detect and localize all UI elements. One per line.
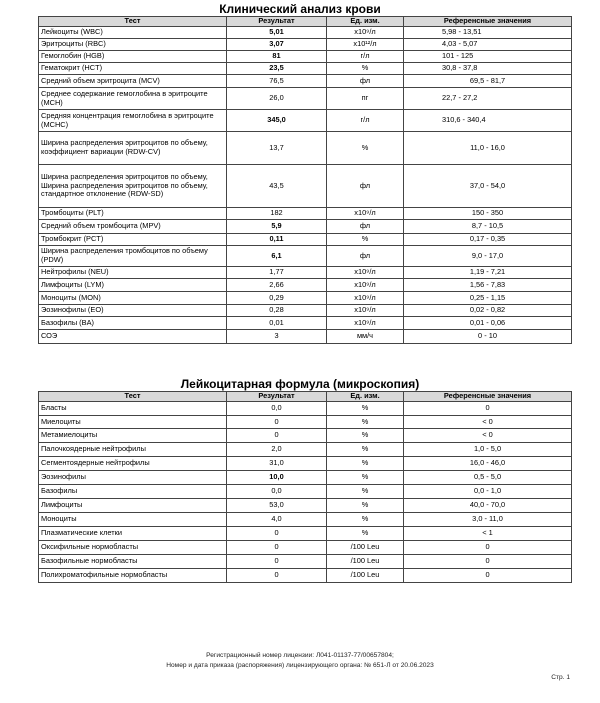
table-row xyxy=(39,132,572,165)
result-cell: 0,01 xyxy=(227,317,327,330)
header-unit: Ед. изм. xyxy=(327,17,404,27)
reference-cell: 310,6 - 340,4 xyxy=(404,110,572,132)
reference-cell: 11,0 - 16,0 xyxy=(404,132,572,165)
unit-cell: % xyxy=(327,402,404,416)
unit-cell: пг xyxy=(327,88,404,110)
test-cell: Бласты xyxy=(39,402,227,416)
table-row xyxy=(39,27,572,39)
unit-cell: x10⁹/л xyxy=(327,317,404,330)
reference-cell: 16,0 - 46,0 xyxy=(404,457,572,471)
table-row xyxy=(39,51,572,63)
reference-cell: < 0 xyxy=(404,429,572,443)
table-row xyxy=(39,208,572,220)
reference-cell: 0,25 - 1,15 xyxy=(404,292,572,305)
reference-cell: 0,0 - 1,0 xyxy=(404,485,572,499)
unit-cell: x10⁹/л xyxy=(327,208,404,220)
test-cell: Базофильные нормобласты xyxy=(39,555,227,569)
result-cell: 26,0 xyxy=(227,88,327,110)
test-cell: Метамиелоциты xyxy=(39,429,227,443)
reference-cell: 0,01 - 0,06 xyxy=(404,317,572,330)
reference-cell: 1,0 - 5,0 xyxy=(404,443,572,457)
unit-cell: x10⁹/л xyxy=(327,267,404,279)
test-cell: Палочкоядерные нейтрофилы xyxy=(39,443,227,457)
table-row xyxy=(39,234,572,246)
result-cell: 53,0 xyxy=(227,499,327,513)
unit-cell: % xyxy=(327,429,404,443)
header-result: Результат xyxy=(227,17,327,27)
reference-cell: 0,17 - 0,35 xyxy=(404,234,572,246)
table-row xyxy=(39,485,572,499)
table-row xyxy=(39,443,572,457)
result-cell: 5,9 xyxy=(227,220,327,234)
result-cell: 23,5 xyxy=(227,63,327,75)
result-cell: 2,0 xyxy=(227,443,327,457)
table-row xyxy=(39,165,572,208)
table-row xyxy=(39,267,572,279)
reference-cell: 1,19 - 7,21 xyxy=(404,267,572,279)
result-cell: 4,0 xyxy=(227,513,327,527)
table-row xyxy=(39,39,572,51)
result-cell: 0 xyxy=(227,527,327,541)
header-unit: Ед. изм. xyxy=(327,392,404,402)
unit-cell: фл xyxy=(327,165,404,208)
test-cell: Ширина распределения эритроцитов по объему, коэффициент вариации (RDW-CV) xyxy=(39,132,227,165)
result-cell: 43,5 xyxy=(227,165,327,208)
header-test: Тест xyxy=(39,17,227,27)
reference-cell: < 1 xyxy=(404,527,572,541)
test-cell: Оксифильные нормобласты xyxy=(39,541,227,555)
result-cell: 76,5 xyxy=(227,75,327,88)
result-cell: 0,0 xyxy=(227,485,327,499)
reference-cell: 0,5 - 5,0 xyxy=(404,471,572,485)
header-result: Результат xyxy=(227,392,327,402)
unit-cell: % xyxy=(327,457,404,471)
unit-cell: фл xyxy=(327,246,404,267)
table-row xyxy=(39,513,572,527)
result-cell: 0 xyxy=(227,541,327,555)
reference-cell: 22,7 - 27,2 xyxy=(404,88,572,110)
table-row xyxy=(39,330,572,344)
unit-cell: фл xyxy=(327,75,404,88)
unit-cell: % xyxy=(327,234,404,246)
unit-cell: мм/ч xyxy=(327,330,404,344)
formula-header-row xyxy=(39,392,572,402)
test-cell: Среднее содержание гемоглобина в эритроците (MCH) xyxy=(39,88,227,110)
table-row xyxy=(39,471,572,485)
test-cell: Эозинофилы (EO) xyxy=(39,305,227,317)
unit-cell: г/л xyxy=(327,110,404,132)
result-cell: 0 xyxy=(227,416,327,429)
table-row xyxy=(39,246,572,267)
table-row xyxy=(39,569,572,583)
unit-cell: % xyxy=(327,499,404,513)
test-cell: Базофилы xyxy=(39,485,227,499)
table-row xyxy=(39,527,572,541)
license-number: Регистрационный номер лицензии: Л041-01137-77/00657804; xyxy=(206,652,394,659)
result-cell: 0,0 xyxy=(227,402,327,416)
test-cell: Гемоглобин (HGB) xyxy=(39,51,227,63)
page-number: Стр. 1 xyxy=(551,674,570,681)
unit-cell: % xyxy=(327,63,404,75)
test-cell: Базофилы (BA) xyxy=(39,317,227,330)
unit-cell: x10⁹/л xyxy=(327,305,404,317)
reference-cell: 4,03 - 5,07 xyxy=(404,39,572,51)
test-cell: Тромбокрит (PCT) xyxy=(39,234,227,246)
result-cell: 5,01 xyxy=(227,27,327,39)
test-cell: Нейтрофилы (NEU) xyxy=(39,267,227,279)
result-cell: 3 xyxy=(227,330,327,344)
result-cell: 345,0 xyxy=(227,110,327,132)
test-cell: Средняя концентрация гемоглобина в эритроците (MCHC) xyxy=(39,110,227,132)
test-cell: Лейкоциты (WBC) xyxy=(39,27,227,39)
result-cell: 0 xyxy=(227,555,327,569)
header-reference: Референсные значения xyxy=(404,17,572,27)
unit-cell: /100 Leu xyxy=(327,541,404,555)
reference-cell: 0 - 10 xyxy=(404,330,572,344)
reference-cell: 37,0 - 54,0 xyxy=(404,165,572,208)
header-reference: Референсные значения xyxy=(404,392,572,402)
result-cell: 0,29 xyxy=(227,292,327,305)
test-cell: Средний объем эритроцита (MCV) xyxy=(39,75,227,88)
test-cell: Полихроматофильные нормобласты xyxy=(39,569,227,583)
reference-cell: 69,5 - 81,7 xyxy=(404,75,572,88)
table-row xyxy=(39,499,572,513)
reference-cell: 0 xyxy=(404,402,572,416)
result-cell: 3,07 xyxy=(227,39,327,51)
table-row xyxy=(39,292,572,305)
test-cell: Плазматические клетки xyxy=(39,527,227,541)
reference-cell: 40,0 - 70,0 xyxy=(404,499,572,513)
reference-cell: < 0 xyxy=(404,416,572,429)
table-row xyxy=(39,63,572,75)
reference-cell: 8,7 - 10,5 xyxy=(404,220,572,234)
test-cell: Моноциты xyxy=(39,513,227,527)
header-test: Тест xyxy=(39,392,227,402)
unit-cell: x10¹²/л xyxy=(327,39,404,51)
test-cell: СОЭ xyxy=(39,330,227,344)
table-row xyxy=(39,457,572,471)
table-row xyxy=(39,416,572,429)
result-cell: 0,28 xyxy=(227,305,327,317)
reference-cell: 0 xyxy=(404,569,572,583)
test-cell: Моноциты (MON) xyxy=(39,292,227,305)
result-cell: 81 xyxy=(227,51,327,63)
table-row xyxy=(39,279,572,292)
unit-cell: /100 Leu xyxy=(327,569,404,583)
unit-cell: % xyxy=(327,513,404,527)
unit-cell: /100 Leu xyxy=(327,555,404,569)
result-cell: 0 xyxy=(227,569,327,583)
unit-cell: x10⁹/л xyxy=(327,27,404,39)
reference-cell: 30,8 - 37,8 xyxy=(404,63,572,75)
table-row xyxy=(39,555,572,569)
test-cell: Гематокрит (HCT) xyxy=(39,63,227,75)
unit-cell: % xyxy=(327,416,404,429)
cbc-table xyxy=(38,16,572,344)
reference-cell: 101 - 125 xyxy=(404,51,572,63)
reference-cell: 0,02 - 0,82 xyxy=(404,305,572,317)
table-row xyxy=(39,88,572,110)
table-row xyxy=(39,429,572,443)
test-cell: Сегментоядерные нейтрофилы xyxy=(39,457,227,471)
test-cell: Эритроциты (RBC) xyxy=(39,39,227,51)
table-row xyxy=(39,305,572,317)
result-cell: 13,7 xyxy=(227,132,327,165)
license-order: Номер и дата приказа (распоряжения) лицензирующего органа: № 651-Л от 20.06.2023 xyxy=(166,662,434,669)
table-row xyxy=(39,541,572,555)
test-cell: Лимфоциты (LYM) xyxy=(39,279,227,292)
result-cell: 6,1 xyxy=(227,246,327,267)
formula-title: Лейкоцитарная формула (микроскопия) xyxy=(180,377,420,391)
result-cell: 0 xyxy=(227,429,327,443)
unit-cell: x10⁹/л xyxy=(327,279,404,292)
unit-cell: г/л xyxy=(327,51,404,63)
unit-cell: % xyxy=(327,443,404,457)
reference-cell: 150 - 350 xyxy=(404,208,572,220)
test-cell: Тромбоциты (PLT) xyxy=(39,208,227,220)
test-cell: Миелоциты xyxy=(39,416,227,429)
test-cell: Лимфоциты xyxy=(39,499,227,513)
reference-cell: 5,98 - 13,51 xyxy=(404,27,572,39)
result-cell: 0,11 xyxy=(227,234,327,246)
test-cell: Эозинофилы xyxy=(39,471,227,485)
unit-cell: % xyxy=(327,485,404,499)
reference-cell: 0 xyxy=(404,555,572,569)
unit-cell: % xyxy=(327,132,404,165)
reference-cell: 3,0 - 11,0 xyxy=(404,513,572,527)
table-row xyxy=(39,402,572,416)
reference-cell: 0 xyxy=(404,541,572,555)
result-cell: 10,0 xyxy=(227,471,327,485)
cbc-title: Клинический анализ крови xyxy=(219,2,381,16)
formula-table xyxy=(38,391,572,583)
unit-cell: % xyxy=(327,471,404,485)
result-cell: 1,77 xyxy=(227,267,327,279)
reference-cell: 9,0 - 17,0 xyxy=(404,246,572,267)
reference-cell: 1,56 - 7,83 xyxy=(404,279,572,292)
test-cell: Ширина распределения тромбоцитов по объему (PDW) xyxy=(39,246,227,267)
unit-cell: фл xyxy=(327,220,404,234)
table-row xyxy=(39,110,572,132)
test-cell: Средний объем тромбоцита (MPV) xyxy=(39,220,227,234)
table-row xyxy=(39,317,572,330)
cbc-header-row xyxy=(39,17,572,27)
result-cell: 2,66 xyxy=(227,279,327,292)
unit-cell: % xyxy=(327,527,404,541)
unit-cell: x10⁹/л xyxy=(327,292,404,305)
result-cell: 182 xyxy=(227,208,327,220)
table-row xyxy=(39,75,572,88)
table-row xyxy=(39,220,572,234)
test-cell: Ширина распределения эритроцитов по объему, Ширина распределения эритроцитов по объему, стандартное отклонение (RDW-SD) xyxy=(39,165,227,208)
result-cell: 31,0 xyxy=(227,457,327,471)
